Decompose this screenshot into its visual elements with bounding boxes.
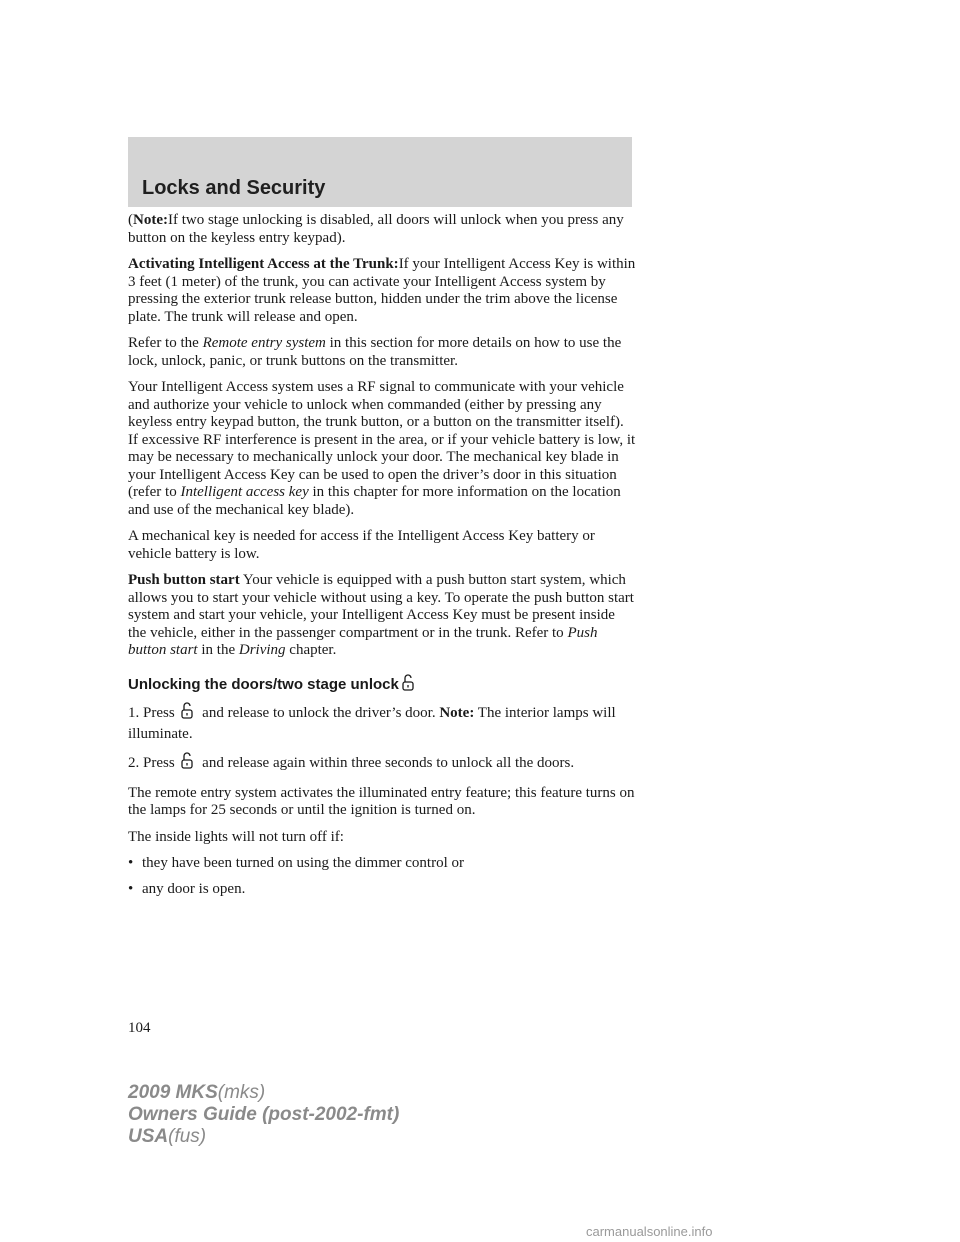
push-button-reference: Push button start <box>128 624 598 658</box>
step-two: 2. Press and release again within three seconds to unlock all the doors. <box>128 752 636 776</box>
rf-signal-paragraph: Your Intelligent Access system uses a RF signal to communicate with your vehicle and authorize your vehicle to unlock when commanded (either by pressing any keyless entry keypad button, the trunk button, or a button on the transmitter itself). If excessive RF interference is present in the area, or if your vehicle battery is low, it may be necessary to mechanically unlock your door. The mechanical key blade in your Intelligent Access Key can be used to open the driver’s door in this situation (refer to Intelligent access key in this chapter for more information on the location and use of the mechanical key blade). <box>128 379 636 518</box>
section-title: Locks and Security <box>142 177 326 199</box>
footer-line-2: Owners Guide (post-2002-fmt) <box>128 1104 400 1125</box>
trunk-access-heading: Activating Intelligent Access at the Trunk: <box>128 256 399 272</box>
note-paragraph: (Note:If two stage unlocking is disabled, all doors will unlock when you press any button on the keyless entry keypad). <box>128 212 624 246</box>
push-button-heading: Push button start <box>128 572 240 588</box>
trunk-access-paragraph: Activating Intelligent Access at the Trunk:If your Intelligent Access Key is within 3 feet (1 meter) of the trunk, you can activate your Intelligent Access system by pressing the exterior trunk release button, hidden under the trim above the license plate. The trunk will release and open. <box>128 256 636 325</box>
watermark: carmanualsonline.info <box>586 1224 713 1239</box>
footer-line-1: 2009 MKS(mks) <box>128 1082 266 1103</box>
page-number: 104 <box>128 1020 151 1036</box>
footer-line-3: USA(fus) <box>128 1126 207 1147</box>
intelligent-key-reference: Intelligent access key <box>180 484 309 500</box>
bullet-icon: • <box>128 880 134 897</box>
mechanical-key-paragraph: A mechanical key is needed for access if the Intelligent Access Key battery or vehicle battery is low. <box>128 528 595 562</box>
unlock-subheading: Unlocking the doors/two stage unlock <box>128 674 636 697</box>
section-header-band <box>128 137 632 207</box>
remote-entry-reference: Remote entry system <box>202 335 326 351</box>
list-item: • they have been turned on using the dimmer control or <box>128 855 464 871</box>
bullet-icon: • <box>128 855 134 871</box>
push-button-paragraph: Push button start Your vehicle is equipped with a push button start system, which allows you to start your vehicle without using a key. To operate the push button start system and start your vehicle, your Intelligent Access Key must be present inside the vehicle, either in the passenger compartment or in the trunk. Refer to Push button start in the Driving chapter. <box>128 572 634 658</box>
unlock-icon <box>180 752 194 776</box>
step-one: 1. Press and release to unlock the driver’s door. Note: The interior lamps will illuminate. <box>128 702 636 743</box>
unlock-icon <box>401 674 415 697</box>
remote-entry-paragraph: Refer to the Remote entry system in this section for more details on how to use the lock, unlock, panic, or trunk buttons on the transmitter. <box>128 335 622 369</box>
inside-lights-paragraph: The inside lights will not turn off if: <box>128 828 344 845</box>
driving-reference: Driving <box>238 642 286 658</box>
step-one-note-label: Note: <box>439 705 475 721</box>
note-label: Note: <box>133 212 168 228</box>
list-item: • any door is open. <box>128 880 246 897</box>
document-footer <box>128 1082 399 1148</box>
page-content <box>128 212 636 906</box>
illuminated-entry-paragraph: The remote entry system activates the illuminated entry feature; this feature turns on the lamps for 25 seconds or until the ignition is turned on. <box>128 784 635 818</box>
unlock-icon <box>180 702 194 726</box>
